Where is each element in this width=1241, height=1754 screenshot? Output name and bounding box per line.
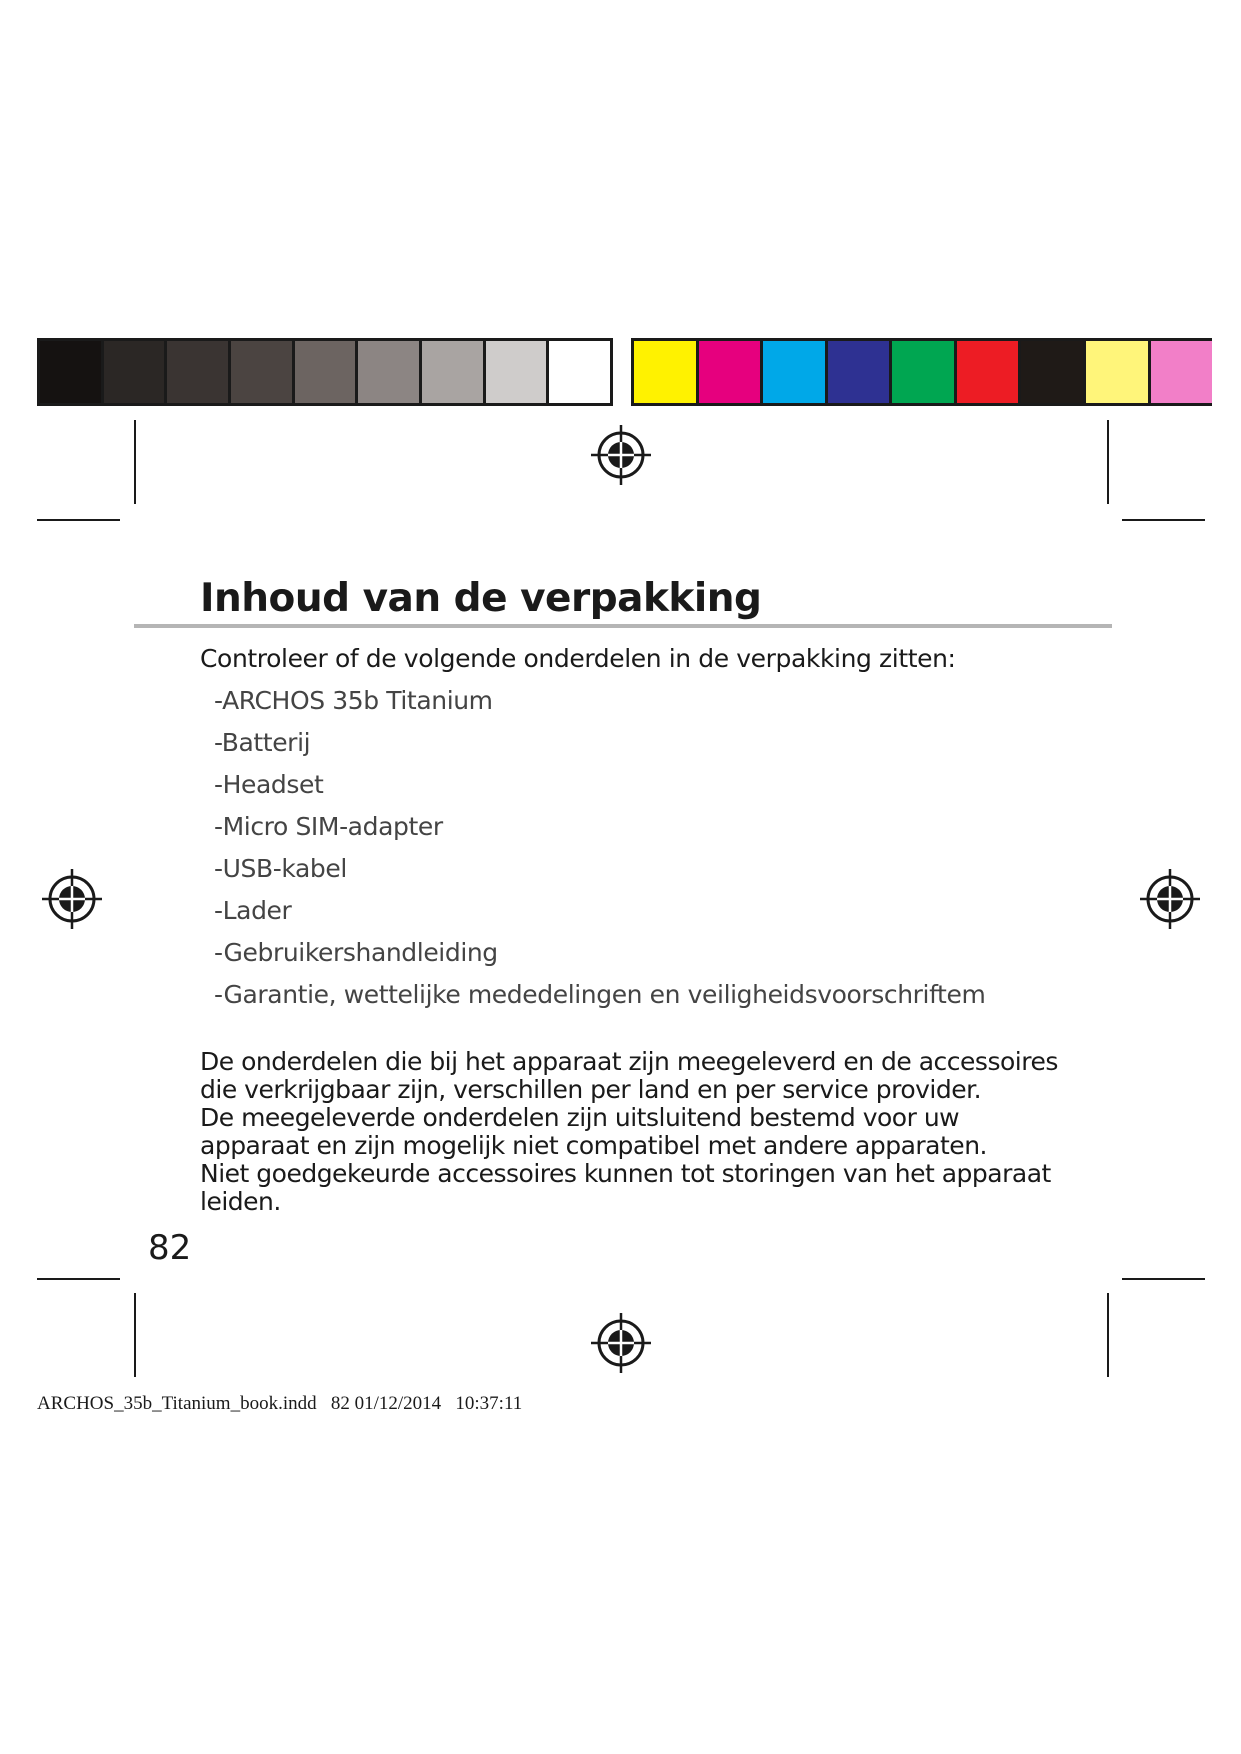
note-line: De onderdelen die bij het apparaat zijn meegeleverd en de accessoires <box>200 1047 1058 1076</box>
list-item: -Lader <box>214 896 292 925</box>
grayscale-swatch-5 <box>295 341 356 403</box>
process-swatch-1 <box>634 341 696 403</box>
accessories-note <box>200 1048 1100 1216</box>
process-swatch-2 <box>699 341 761 403</box>
grayscale-swatch-7 <box>422 341 483 403</box>
process-swatch-8 <box>1086 341 1148 403</box>
grayscale-swatch-6 <box>358 341 419 403</box>
crop-mark-bottom-left-vertical <box>134 1293 136 1377</box>
list-item: -ARCHOS 35b Titanium <box>214 686 493 715</box>
registration-target-bottom-icon <box>589 1311 653 1375</box>
list-item: -USB-kabel <box>214 854 347 883</box>
registration-target-left-icon <box>40 867 104 931</box>
note-line: Niet goedgekeurde accessoires kunnen tot storingen van het apparaat <box>200 1159 1051 1188</box>
crop-mark-bottom-right-horizontal <box>1122 1278 1205 1280</box>
process-swatch-4 <box>828 341 890 403</box>
grayscale-swatch-2 <box>104 341 165 403</box>
list-item: -Headset <box>214 770 324 799</box>
intro-text: Controleer of de volgende onderdelen in de verpakking zitten: <box>200 644 956 673</box>
note-line: De meegeleverde onderdelen zijn uitsluitend bestemd voor uw <box>200 1103 960 1132</box>
grayscale-color-bar <box>37 338 613 406</box>
page-title: Inhoud van de verpakking <box>200 576 762 621</box>
process-color-bar <box>631 338 1212 406</box>
crop-mark-top-right-horizontal <box>1122 519 1205 521</box>
grayscale-swatch-9 <box>549 341 610 403</box>
note-line: leiden. <box>200 1187 281 1216</box>
process-swatch-5 <box>892 341 954 403</box>
process-swatch-3 <box>763 341 825 403</box>
crop-mark-top-right-vertical <box>1107 420 1109 504</box>
grayscale-swatch-8 <box>486 341 547 403</box>
list-item: -Micro SIM-adapter <box>214 812 443 841</box>
crop-mark-top-left-vertical <box>134 420 136 504</box>
note-line: die verkrijgbaar zijn, verschillen per land en per service provider. <box>200 1075 982 1104</box>
title-underline <box>134 624 1112 628</box>
crop-mark-bottom-left-horizontal <box>37 1278 120 1280</box>
list-item: -Batterij <box>214 728 311 757</box>
grayscale-swatch-3 <box>167 341 228 403</box>
registration-target-top-icon <box>589 423 653 487</box>
crop-mark-top-left-horizontal <box>37 519 120 521</box>
list-item: -Garantie, wettelijke mededelingen en veiligheidsvoorschriftem <box>214 980 986 1009</box>
process-swatch-6 <box>957 341 1019 403</box>
print-slug: ARCHOS_35b_Titanium_book.indd 82 01/12/2014 10:37:11 <box>37 1393 523 1414</box>
process-swatch-7 <box>1021 341 1083 403</box>
list-item: -Gebruikershandleiding <box>214 938 498 967</box>
grayscale-swatch-1 <box>40 341 101 403</box>
crop-mark-bottom-right-vertical <box>1107 1293 1109 1377</box>
grayscale-swatch-4 <box>231 341 292 403</box>
process-swatch-9 <box>1151 341 1213 403</box>
page-number: 82 <box>148 1228 192 1268</box>
registration-target-right-icon <box>1138 867 1202 931</box>
package-contents-list <box>214 686 985 1022</box>
note-line: apparaat en zijn mogelijk niet compatibel met andere apparaten. <box>200 1131 987 1160</box>
